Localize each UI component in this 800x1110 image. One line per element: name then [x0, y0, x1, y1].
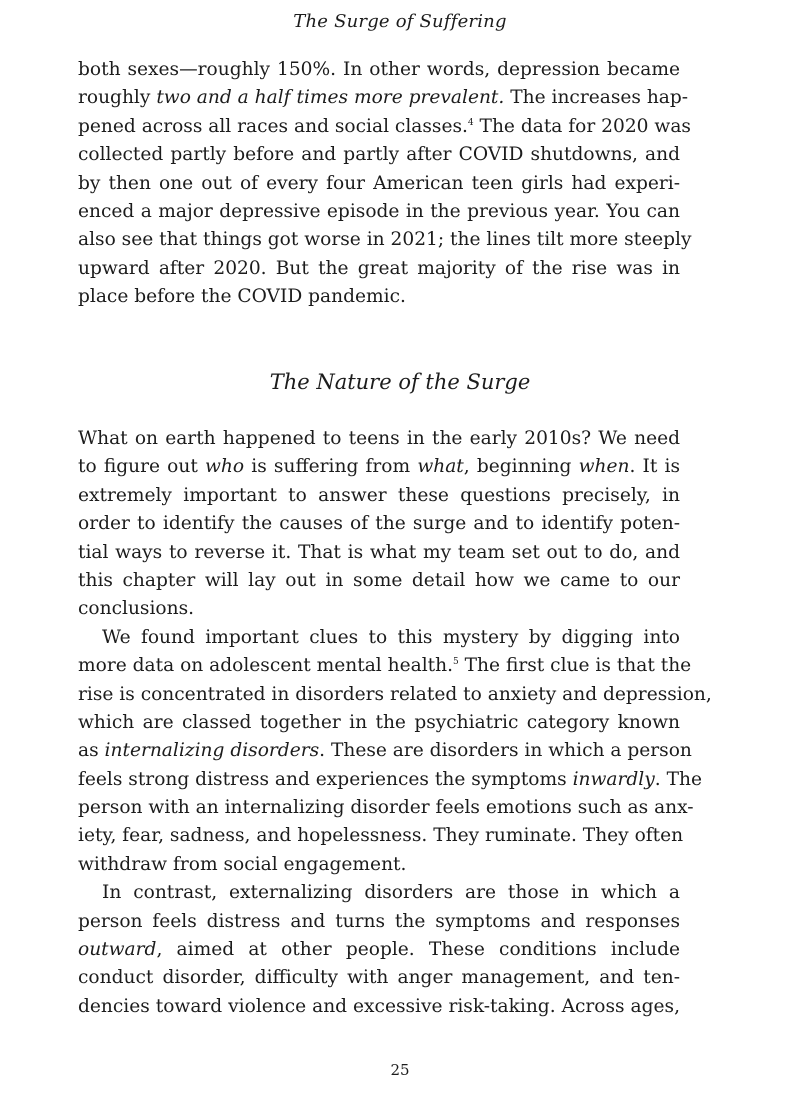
text-run: We found important clues to this mystery by digging into [102, 626, 680, 648]
italic-text: internalizing disorders [104, 740, 320, 762]
text-run: , beginning [463, 456, 579, 478]
text-run: . The [654, 768, 702, 790]
body-text-block-1 [78, 56, 692, 312]
text-line [78, 84, 689, 112]
text-line [78, 198, 680, 226]
text-run: more data on adolescent mental health. [78, 655, 454, 677]
text-run: conclusions. [78, 598, 195, 620]
text-run: by then one out of every four American teen girls had experi- [78, 172, 680, 194]
text-line [78, 822, 684, 850]
text-line [78, 993, 680, 1021]
text-line [78, 766, 702, 794]
running-head: The Surge of Suffering [293, 11, 507, 32]
text-line [78, 141, 680, 169]
text-run: collected partly before and partly after COVID shutdowns, and [78, 144, 680, 166]
text-run: dencies toward violence and excessive risk-taking. Across ages, [78, 995, 680, 1017]
italic-text: when [578, 456, 630, 478]
text-run: rise is concentrated in disorders related to anxiety and depression, [78, 683, 712, 705]
text-line [78, 482, 680, 510]
text-run: roughly [78, 87, 157, 109]
text-line [78, 226, 692, 254]
text-line [78, 539, 680, 567]
text-run: person feels distress and turns the symptoms and responses [78, 910, 680, 932]
text-line [78, 851, 680, 879]
text-run: order to identify the causes of the surge and to identify poten- [78, 513, 680, 535]
text-line [78, 425, 680, 453]
footnote-marker: 5 [453, 656, 459, 667]
text-line [78, 170, 680, 198]
text-run: extremely important to answer these questions precisely, in [78, 484, 680, 506]
text-run: person with an internalizing disorder feels emotions such as anx- [78, 797, 694, 819]
body-text-block-2 [78, 425, 712, 1021]
text-run: . These are disorders in which a person [319, 740, 692, 762]
text-line [78, 737, 692, 765]
text-run: enced a major depressive episode in the previous year. You can [78, 200, 680, 222]
text-line [78, 255, 680, 283]
footnote-marker: 4 [467, 117, 474, 128]
text-run: is suffering from [244, 456, 418, 478]
text-line [78, 113, 691, 141]
text-run: . It is [629, 456, 680, 478]
text-line [78, 908, 680, 936]
text-run: as [78, 740, 105, 762]
text-line [78, 652, 692, 680]
text-line [78, 879, 680, 907]
text-line [78, 794, 694, 822]
text-run: The increases hap- [504, 87, 689, 109]
text-run: , aimed at other people. These conditions include [156, 939, 680, 961]
italic-text: inwardly [572, 768, 655, 790]
text-run: tial ways to reverse it. That is what my team set out to do, and [78, 541, 680, 563]
text-line [78, 936, 680, 964]
text-line [78, 453, 680, 481]
text-run: also see that things got worse in 2021; the lines tilt more steeply [78, 229, 692, 251]
text-line [78, 709, 680, 737]
text-line [78, 595, 680, 623]
text-run: In contrast, externalizing disorders are those in which a [102, 882, 680, 904]
text-line [78, 56, 680, 84]
italic-text: outward [78, 939, 157, 961]
text-run: to figure out [78, 456, 205, 478]
text-run: withdraw from social engagement. [78, 853, 407, 875]
italic-text: what [417, 456, 464, 478]
text-run: What on earth happened to teens in the early 2010s? We need [78, 428, 680, 449]
text-line [78, 624, 680, 652]
section-heading: The Nature of the Surge [269, 370, 531, 394]
text-line [78, 283, 680, 311]
text-run: conduct disorder, difficulty with anger management, and ten- [78, 967, 680, 989]
text-line [78, 510, 680, 538]
text-run: iety, fear, sadness, and hopelessness. They ruminate. They often [78, 825, 684, 847]
text-run: upward after 2020. But the great majority of the rise was in [78, 257, 680, 279]
text-run: which are classed together in the psychiatric category known [78, 711, 680, 733]
italic-text: who [205, 456, 245, 478]
text-run: place before the COVID pandemic. [78, 286, 406, 308]
text-line [78, 964, 680, 992]
text-run: both sexes—roughly 150%. In other words, depression became [78, 59, 680, 80]
text-run: pened across all races and social classes. [78, 115, 468, 137]
text-run: The data for 2020 was [473, 115, 691, 137]
text-line [78, 567, 680, 595]
page-number: 25 [390, 1061, 410, 1079]
text-line [78, 681, 712, 709]
text-run: this chapter will lay out in some detail how we came to our [78, 569, 680, 591]
italic-text: two and a half times more prevalent. [156, 87, 505, 109]
text-run: feels strong distress and experiences the symptoms [78, 768, 573, 790]
text-run: The first clue is that the [458, 655, 692, 677]
